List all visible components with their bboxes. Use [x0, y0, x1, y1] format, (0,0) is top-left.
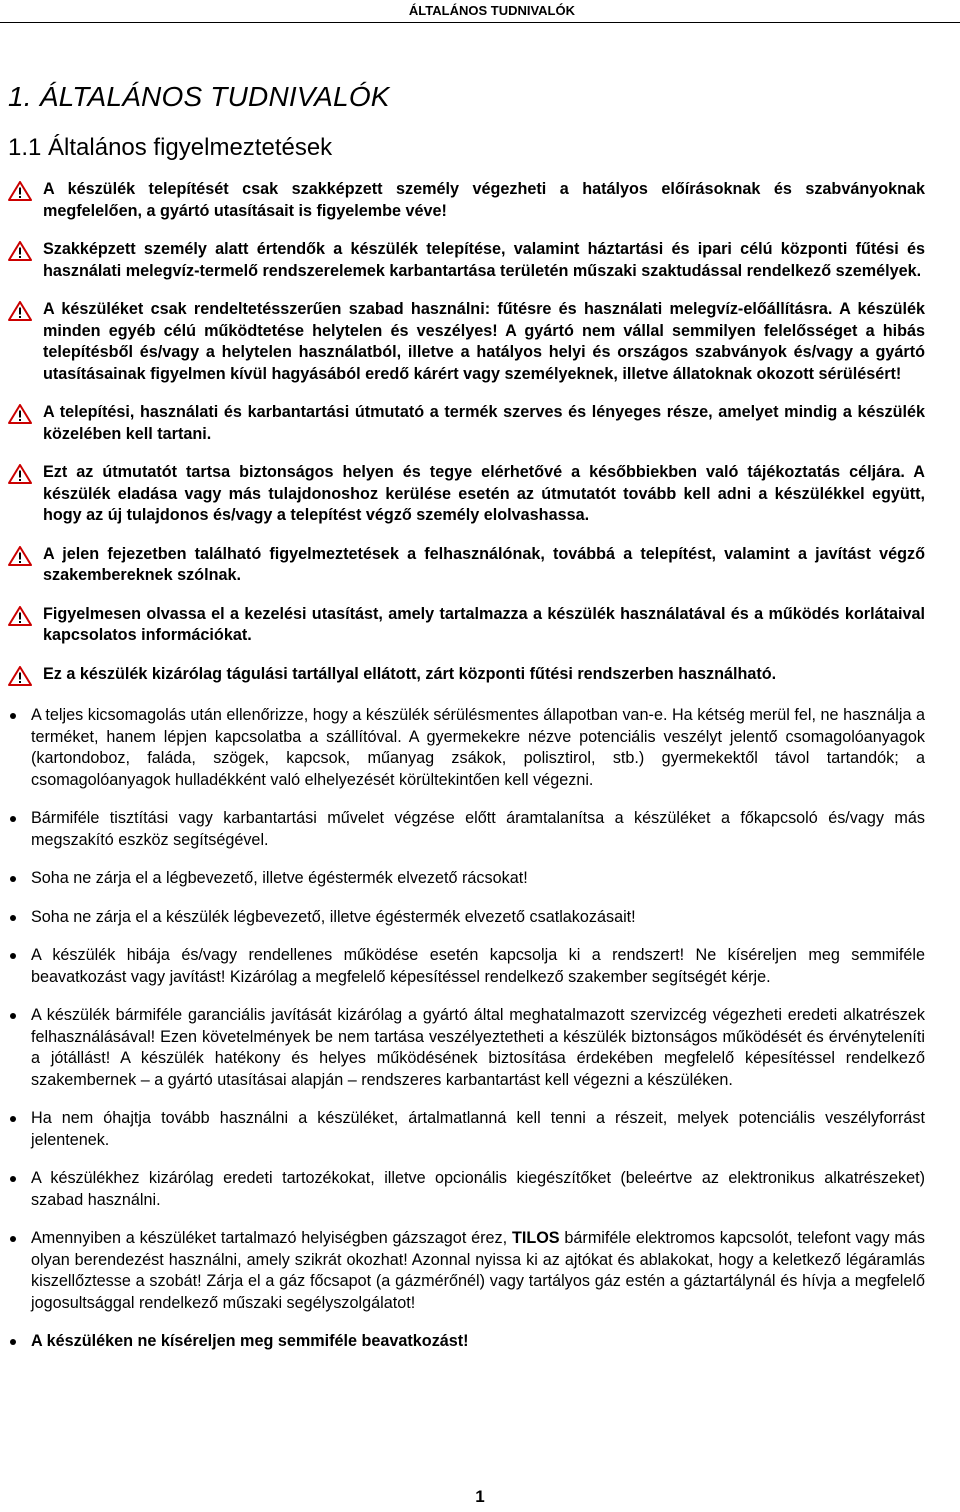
warning-triangle-icon [8, 546, 32, 566]
bullet-text: A teljes kicsomagolás után ellenőrizze, hogy a készülék sérülésmentes állapotban van-e. Ha kétség merül fel, ne használja a terméket, hanem lépjen kapcsolatba a szállítóval. A gyermekekre nézve potenciális veszélyt jelentő csomagolóanyagok (kartondoboz, faláda, szögek, kapcsok, műanyag zsákok, polisztirol, stb.) gyermekektől távol tartandók; a csomagolóanyagok hulladékként való elhelyezését körültekintően kell végezni. [31, 706, 925, 789]
warning-item [8, 239, 925, 282]
section-title: 1.1 Általános figyelmeztetések [8, 134, 333, 161]
bullet-text: Soha ne zárja el a légbevezető, illetve égéstermék elvezető rácsokat! [31, 869, 528, 887]
bullet-item [8, 1005, 925, 1091]
warning-item [8, 604, 925, 647]
page-number: 1 [475, 1487, 485, 1506]
warning-text: Ezt az útmutatót tartsa biztonságos helyen és tegye elérhetővé a későbbiekben való tájékoztatás céljára. A készülék eladása vagy más tulajdonoshoz kerülése esetén az útmutatót tovább kell adni a készülékkel együtt, hogy az új tulajdonos és/vagy a telepítést végző személy elolvashassa. [43, 463, 925, 524]
bullet-item [8, 808, 925, 851]
bullet-item [8, 1108, 925, 1151]
bullet-dot-icon [10, 915, 16, 921]
bullet-emphasis: TILOS [511, 1229, 560, 1247]
bullet-text: A készülék hibája és/vagy rendellenes működése esetén kapcsolja ki a rendszert! Ne kíséreljen meg semmiféle beavatkozást vagy javítást! Kizárólag a megfelelő képesítéssel rendelkező szakember segítségét kérje. [31, 946, 925, 986]
bullet-item-gas-warning [8, 1228, 925, 1314]
warning-item [8, 664, 925, 686]
bullet-dot-icon [10, 953, 16, 959]
bullet-item-final [8, 1331, 925, 1353]
bullet-text: A készülékhez kizárólag eredeti tartozékokat, illetve opcionális kiegészítőket (beleértve az elektronikus alkatrészeket) szabad használni. [31, 1169, 925, 1209]
warning-triangle-icon [8, 606, 32, 626]
document-body [8, 76, 925, 1353]
bullet-dot-icon [10, 876, 16, 882]
warning-item [8, 462, 925, 527]
bullet-text-before: Amennyiben a készüléket tartalmazó helyiségben gázszagot érez, [31, 1229, 512, 1247]
bullet-text: A készülék bármiféle garanciális javítását kizárólag a gyártó által meghatalmazott szervizcég végezheti eredeti alkatrészek felhasználásával! Ezen követelmények be nem tartása veszélyeztetheti a készülék biztonságos működését és érvényteleníti a jótállást! A készülék hatékony és helyes működésének biztosítása érdekében megfelelő képesítéssel rendelkező szakembernek – a gyártó utasításai alapján – rendszeres karbantartást kell végezni a készüléken. [31, 1006, 925, 1089]
warning-text: A telepítési, használati és karbantartási útmutató a termék szerves és lényeges része, amelyet mindig a készülék közelében kell tartani. [43, 403, 925, 443]
bullet-item [8, 705, 925, 791]
warning-item [8, 402, 925, 445]
bullet-item [8, 1168, 925, 1211]
warning-triangle-icon [8, 464, 32, 484]
running-header-title: ÁLTALÁNOS TUDNIVALÓK [408, 3, 575, 18]
warning-triangle-icon [8, 181, 32, 201]
running-header [0, 3, 960, 23]
bullet-list [8, 705, 925, 1353]
bullet-text: Soha ne zárja el a készülék légbevezető, illetve égéstermék elvezető csatlakozásait! [31, 907, 636, 926]
bullet-item [8, 945, 925, 988]
bullet-dot-icon [10, 1339, 16, 1345]
warning-triangle-icon [8, 666, 32, 686]
warning-triangle-icon [8, 404, 32, 424]
warning-text: A jelen fejezetben található figyelmeztetések a felhasználónak, továbbá a telepítést, valamint a javítást végző szakembereknek szólnak. [43, 544, 925, 584]
bullet-text-after: bármiféle elektromos kapcsolót, telefont vagy más olyan berendezést használni, amely szikrát okozhat! Azonnal nyissa ki az ajtókat és ablakokat, hogy a keletkező légáramlás kiszellőztesse a szobát! Zárja el a gáz főcsapot (a gázmérőnél) vagy tartályos gáz estén a gáztartálynál és hívja a megfelelő jogosultsággal rendelkező műszaki segélyszolgálatot! [31, 1229, 926, 1312]
warning-text: A készüléket csak rendeltetésszerűen szabad használni: fűtésre és használati melegvíz-előállításra. A készülék minden egyéb célú működtetése helytelen és veszélyes! A gyártó nem vállal semmilyen felelősséget a hibás telepítésből és/vagy a helytelen használatból, illetve a hatályos helyi és országos szabványok és/vagy a gyártó utasításainak figyelmen kívül hagyásából eredő kárért vagy személyeknek, illetve állatoknak okozott sérülésért! [43, 300, 925, 383]
warning-list [8, 179, 925, 685]
warning-text: Ez a készülék kizárólag tágulási tartállyal ellátott, zárt központi fűtési rendszerben használható. [43, 664, 777, 683]
warning-item [8, 179, 925, 222]
warning-triangle-icon [8, 301, 32, 321]
bullet-text: Bármiféle tisztítási vagy karbantartási művelet végzése előtt áramtalanítsa a készüléket a főkapcsoló és/vagy más megszakító eszköz segítségével. [31, 809, 925, 849]
warning-item [8, 544, 925, 587]
bullet-item [8, 907, 925, 929]
bullet-dot-icon [10, 1176, 16, 1182]
warning-triangle-icon [8, 241, 32, 261]
bullet-dot-icon [10, 1013, 16, 1019]
bullet-dot-icon [10, 816, 16, 822]
bullet-item [8, 868, 925, 890]
bullet-text: A készüléken ne kíséreljen meg semmiféle beavatkozást! [31, 1332, 469, 1350]
warning-text: A készülék telepítését csak szakképzett személy végezheti a hatályos előírásoknak és szabványoknak megfelelően, a gyártó utasításait is figyelembe véve! [43, 180, 925, 220]
warning-text: Figyelmesen olvassa el a kezelési utasítást, amely tartalmazza a készülék használatával és a működés korlátaival kapcsolatos információkat. [43, 604, 925, 644]
chapter-title: 1. ÁLTALÁNOS TUDNIVALÓK [8, 81, 390, 112]
bullet-dot-icon [10, 1236, 16, 1242]
warning-text: Szakképzett személy alatt értendők a készülék telepítése, valamint háztartási és ipari célú központi fűtési és használati melegvíz-termelő rendszerelemek karbantartása területén műszaki szaktudással rendelkező személyek. [43, 240, 925, 280]
bullet-dot-icon [10, 713, 16, 719]
bullet-dot-icon [10, 1116, 16, 1122]
bullet-text: Ha nem óhajtja tovább használni a készüléket, ártalmatlanná kell tenni a részeit, melyek potenciális veszélyforrást jelentenek. [31, 1109, 925, 1149]
warning-item [8, 299, 925, 385]
